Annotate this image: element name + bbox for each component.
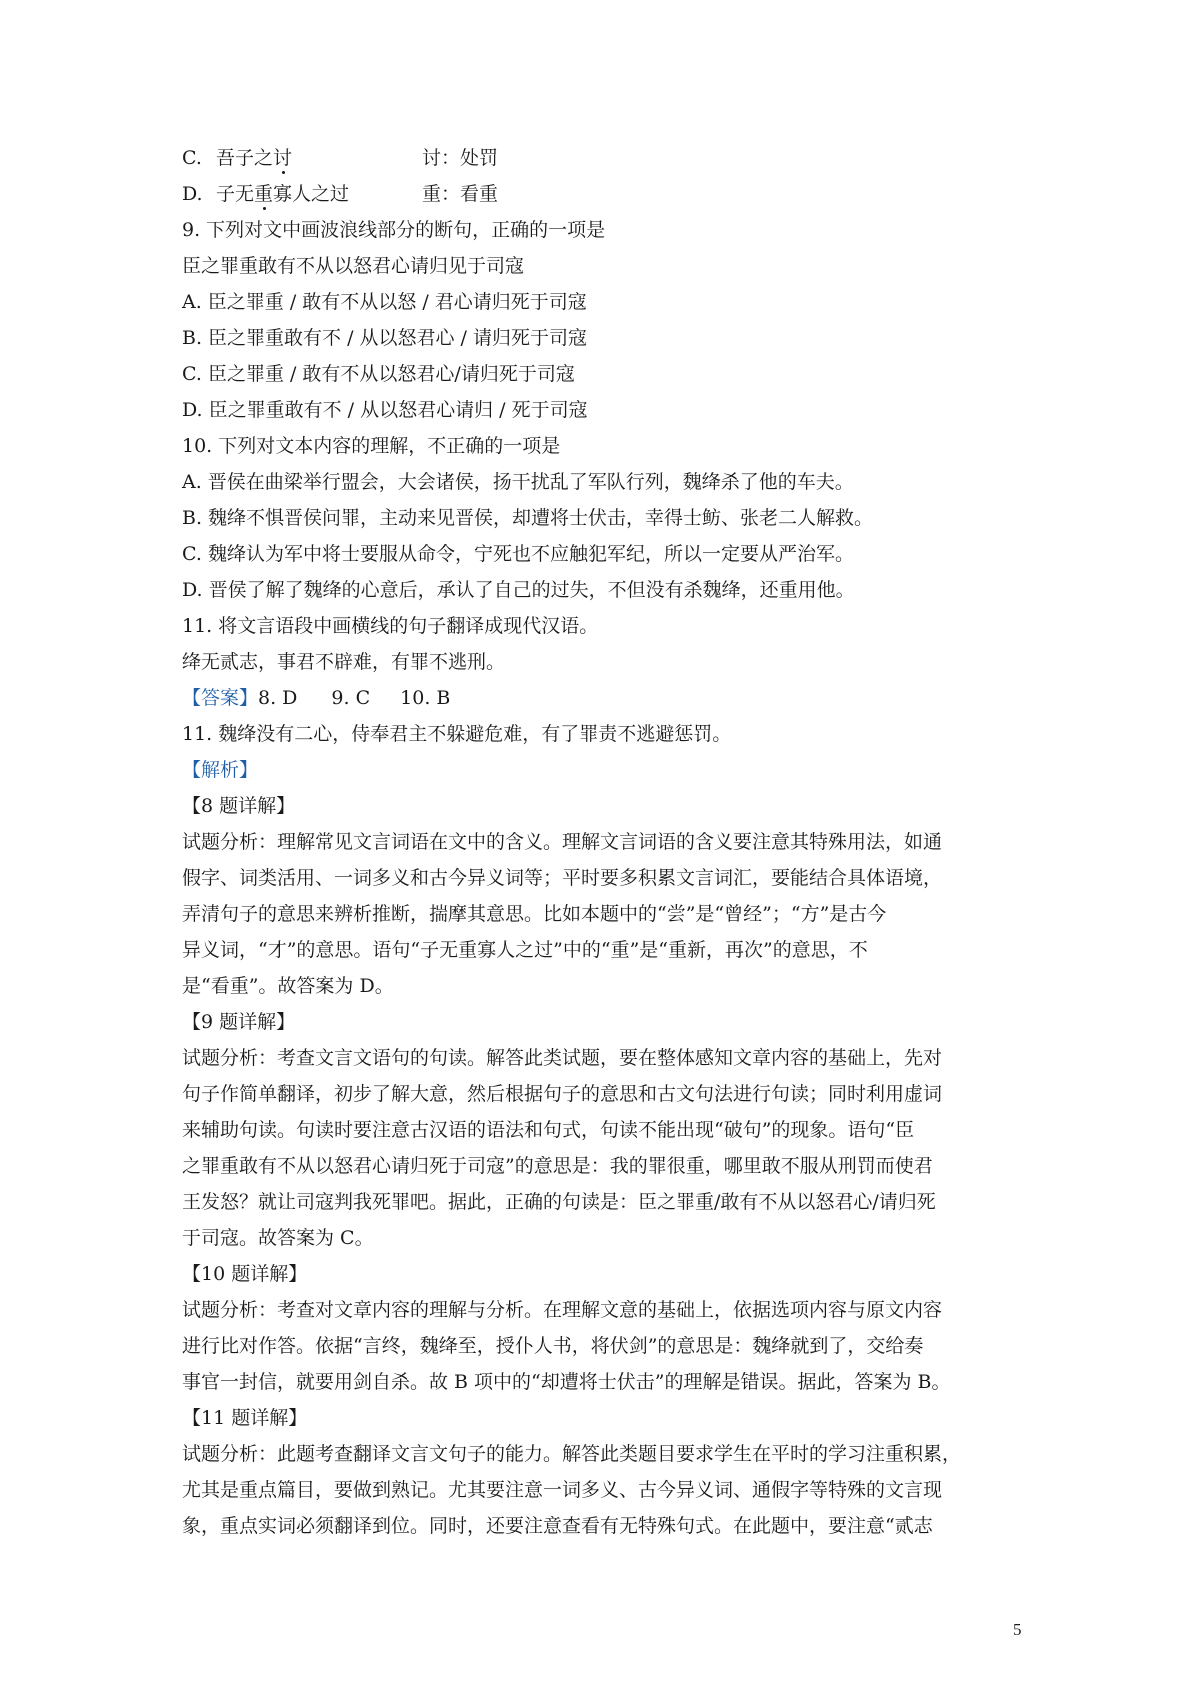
detail-line: 试题分析：考查对文章内容的理解与分析。在理解文意的基础上，依据选项内容与原文内容 <box>182 1299 943 1321</box>
detail-line: 是“看重”。故答案为 D。 <box>182 975 394 997</box>
question-9-option-b: B. 臣之罪重敢有不 / 从以怒君心 / 请归死于司寇 <box>182 327 588 349</box>
detail-11 <box>182 1400 1032 1544</box>
analysis-label: 【解析】 <box>182 759 259 781</box>
detail-line: 于司寇。故答案为 C。 <box>182 1227 374 1249</box>
detail-9 <box>182 1004 1032 1256</box>
answer-row: 【答案】8. D 9. C 10. B <box>182 687 451 709</box>
question-10-option-c: C. 魏绛认为军中将士要服从命令，宁死也不应触犯军纪，所以一定要从严治军。 <box>182 543 854 565</box>
question-9-option-a: A. 臣之罪重 / 敢有不从以怒 / 君心请归死于司寇 <box>182 291 587 313</box>
emphasis-char: 讨 <box>273 147 293 169</box>
detail-line: 之罪重敢有不从以怒君心请归死于司寇”的意思是：我的罪很重，哪里敢不服从刑罚而使君 <box>182 1155 933 1177</box>
detail-line: 试题分析：此题考查翻译文言文句子的能力。解答此类题目要求学生在平时的学习注重积累， <box>182 1443 962 1465</box>
detail-line: 异义词，“才”的意思。语句“子无重寡人之过”中的“重”是“重新，再次”的意思，不 <box>182 939 868 961</box>
detail-line: 试题分析：考查文言文语句的句读。解答此类试题，要在整体感知文章内容的基础上，先对 <box>182 1047 943 1069</box>
detail-line: 句子作简单翻译，初步了解大意，然后根据句子的意思和古文句法进行句读；同时利用虚词 <box>182 1083 943 1105</box>
emphasis-char: 重 <box>254 183 274 205</box>
question-11-stem: 11. 将文言语段中画横线的句子翻译成现代汉语。 <box>182 615 599 637</box>
detail-line: 进行比对作答。依据“言终，魏绛至，授仆人书，将伏剑”的意思是：魏绛就到了，交给奏 <box>182 1335 924 1357</box>
question-9-sentence: 臣之罪重敢有不从以怒君心请归见于司寇 <box>182 255 525 277</box>
gloss: 讨：处罚 <box>422 147 499 169</box>
detail-line: 王发怒？就让司寇判我死罪吧。据此，正确的句读是：臣之罪重/敢有不从以怒君心/请归死 <box>182 1191 936 1213</box>
detail-line: 弄清句子的意思来辨析推断，揣摩其意思。比如本题中的“尝”是“曾经”；“方”是古今 <box>182 903 887 925</box>
question-10-option-d: D. 晋侯了解了魏绛的心意后，承认了自己的过失，不但没有杀魏绛，还重用他。 <box>182 579 855 601</box>
question-9-option-c: C. 臣之罪重 / 敢有不从以怒君心/请归死于司寇 <box>182 363 575 385</box>
detail-line: 事官一封信，就要用剑自杀。故 B 项中的“却遭将士伏击”的理解是错误。据此，答案为 B。 <box>182 1371 951 1393</box>
detail-heading: 【8 题详解】 <box>182 795 296 817</box>
document-body <box>182 140 1032 1544</box>
question-9-option-d: D. 臣之罪重敢有不 / 从以怒君心请归 / 死于司寇 <box>182 399 588 421</box>
question-10-option-b: B. 魏绛不惧晋侯问罪，主动来见晋侯，却遭将士伏击，幸得士鲂、张老二人解救。 <box>182 507 874 529</box>
question-11-sentence: 绛无贰志，事君不辟难，有罪不逃刑。 <box>182 651 506 673</box>
answer-label: 【答案】 <box>182 687 259 709</box>
question-10-option-a: A. 晋侯在曲梁举行盟会，大会诸侯，扬干扰乱了军队行列，魏绛杀了他的车夫。 <box>182 471 854 493</box>
option-row-d: D. 子无重寡人之过 重：看重 <box>182 183 499 205</box>
detail-line: 尤其是重点篇目，要做到熟记。尤其要注意一词多义、古今异义词、通假字等特殊的文言现 <box>182 1479 943 1501</box>
question-10-stem: 10. 下列对文本内容的理解，不正确的一项是 <box>182 435 561 457</box>
detail-line: 试题分析：理解常见文言词语在文中的含义。理解文言词语的含义要注意其特殊用法，如通 <box>182 831 943 853</box>
detail-line: 来辅助句读。句读时要注意古汉语的语法和句式，句读不能出现“破句”的现象。语句“臣 <box>182 1119 915 1141</box>
page-number: 5 <box>1013 1620 1022 1639</box>
detail-line: 象，重点实词必须翻译到位。同时，还要注意查看有无特殊句式。在此题中，要注意“贰志 <box>182 1515 933 1537</box>
detail-heading: 【11 题详解】 <box>182 1407 308 1429</box>
option-row-c: C. 吾子之讨 讨：处罚 <box>182 147 499 169</box>
detail-heading: 【9 题详解】 <box>182 1011 296 1033</box>
detail-10 <box>182 1256 1032 1400</box>
question-9-stem: 9. 下列对文中画波浪线部分的断句，正确的一项是 <box>182 219 606 241</box>
detail-line: 假字、词类活用、一词多义和古今异义词等；平时要多积累文言词汇，要能结合具体语境， <box>182 867 943 889</box>
detail-heading: 【10 题详解】 <box>182 1263 308 1285</box>
detail-8 <box>182 788 1032 1004</box>
gloss: 重：看重 <box>422 183 499 205</box>
answer-11: 11. 魏绛没有二心，侍奉君主不躲避危难，有了罪责不逃避惩罚。 <box>182 723 732 745</box>
